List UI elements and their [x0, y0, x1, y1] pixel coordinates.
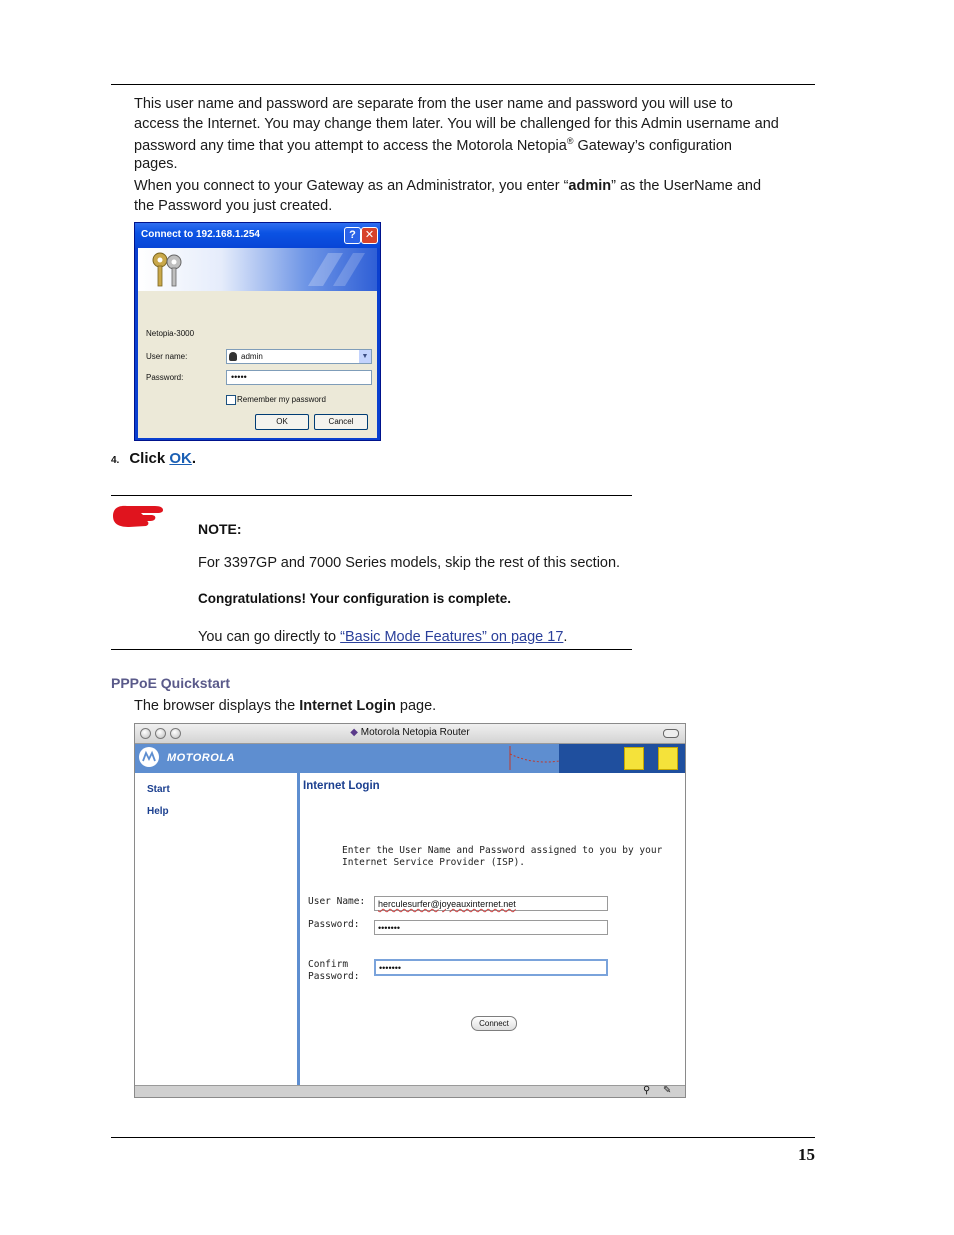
- dialog-banner: [138, 248, 377, 291]
- sidebar-divider: [297, 773, 300, 1085]
- step-number: 4.: [111, 455, 120, 466]
- password-value: •••••: [231, 372, 247, 382]
- window-titlebar: [135, 724, 685, 744]
- chevron-down-icon[interactable]: ▼: [359, 350, 371, 363]
- admin-line-1: When you connect to your Gateway as an Administrator, you enter “admin” as the UserName and: [134, 178, 762, 194]
- realm-label: Netopia-3000: [146, 329, 195, 338]
- router-browser-window: [134, 723, 686, 1098]
- toolbar-toggle-button[interactable]: [663, 729, 679, 738]
- pppoe-heading: PPPoE Quickstart: [111, 675, 231, 691]
- dialog-body: [138, 248, 377, 438]
- house-window-icon: [658, 747, 678, 770]
- intro-line-1: This user name and password are separate from the user name and password you will use to: [134, 96, 733, 112]
- window-title: ◆ Motorola Netopia Router: [350, 727, 470, 738]
- note-direct: You can go directly to “Basic Mode Features” on page 17.: [198, 629, 568, 645]
- keys-icon: [148, 250, 188, 290]
- instructions-line-1: Enter the User Name and Password assigned to you by your: [342, 845, 663, 856]
- connect-dialog: [134, 222, 381, 441]
- footer-rule: [111, 1137, 815, 1138]
- admin-paragraph: [134, 176, 824, 216]
- confirm-password-input[interactable]: •••••••: [374, 959, 608, 976]
- note-bottom-rule: [111, 649, 632, 650]
- remember-checkbox[interactable]: [226, 395, 236, 405]
- password-label: Password:: [146, 373, 184, 382]
- basic-mode-link[interactable]: “Basic Mode Features” on page 17: [340, 629, 564, 645]
- user-icon: [229, 352, 237, 361]
- pointing-hand-icon: [111, 502, 167, 530]
- intro-line-4: pages.: [134, 156, 178, 172]
- nav-help[interactable]: Help: [147, 806, 169, 817]
- brand-name: MOTOROLA: [167, 752, 235, 764]
- password-label: Password:: [308, 919, 360, 930]
- bookmark-icon: ◆: [350, 727, 361, 738]
- intro-line-3: password any time that you attempt to access the Motorola Netopia® Gateway’s configuration: [134, 136, 732, 154]
- instructions-line-2: Internet Service Provider (ISP).: [342, 857, 526, 868]
- intro-line-2: access the Internet. You may change them later. You will be challenged for this Admin username and: [134, 116, 779, 132]
- confirm-label-2: Password:: [308, 971, 360, 982]
- top-rule: [111, 84, 815, 85]
- intro-paragraph: [134, 94, 824, 174]
- banner-decoration-icon: [303, 248, 373, 291]
- search-icon[interactable]: ⚲: [643, 1085, 651, 1096]
- registered-mark: ®: [566, 136, 574, 147]
- edit-icon[interactable]: ✎: [663, 1085, 672, 1096]
- step-4: 4. Click OK.: [111, 450, 197, 467]
- remember-label: Remember my password: [237, 395, 326, 404]
- note-top-rule: [111, 495, 632, 496]
- confirm-label-1: Confirm: [308, 959, 349, 970]
- motorola-logo-icon: [139, 747, 159, 767]
- username-value: admin: [241, 352, 263, 361]
- cancel-button[interactable]: Cancel: [314, 414, 368, 430]
- note-congrats: Congratulations! Your configuration is complete.: [198, 591, 512, 606]
- router-header: [135, 744, 685, 773]
- note-heading: NOTE:: [198, 521, 242, 537]
- status-bar: [135, 1085, 685, 1098]
- dialog-title: Connect to 192.168.1.254: [141, 229, 260, 240]
- help-button[interactable]: ?: [344, 227, 361, 244]
- password-field[interactable]: [226, 370, 372, 385]
- close-button[interactable]: ✕: [361, 227, 378, 244]
- username-label: User name:: [146, 352, 188, 361]
- page-title: Internet Login: [303, 780, 380, 792]
- username-combobox[interactable]: [226, 349, 372, 364]
- house-window-icon: [624, 747, 644, 770]
- username-label: User Name:: [308, 896, 366, 907]
- dialog-titlebar: [135, 223, 380, 248]
- note-body: For 3397GP and 7000 Series models, skip the rest of this section.: [198, 555, 621, 571]
- username-input[interactable]: herculesurfer@joyeauxinternet.net: [374, 896, 608, 911]
- ok-link[interactable]: OK: [169, 450, 192, 467]
- connect-button[interactable]: Connect: [471, 1016, 517, 1031]
- nav-start[interactable]: Start: [147, 784, 170, 795]
- page-number: 15: [798, 1145, 815, 1164]
- step-text: Click: [129, 450, 170, 467]
- header-house: [559, 744, 685, 773]
- pppoe-text: The browser displays the Internet Login page.: [134, 698, 437, 714]
- admin-line-2: the Password you just created.: [134, 198, 333, 214]
- password-input[interactable]: •••••••: [374, 920, 608, 935]
- ok-button[interactable]: OK: [255, 414, 309, 430]
